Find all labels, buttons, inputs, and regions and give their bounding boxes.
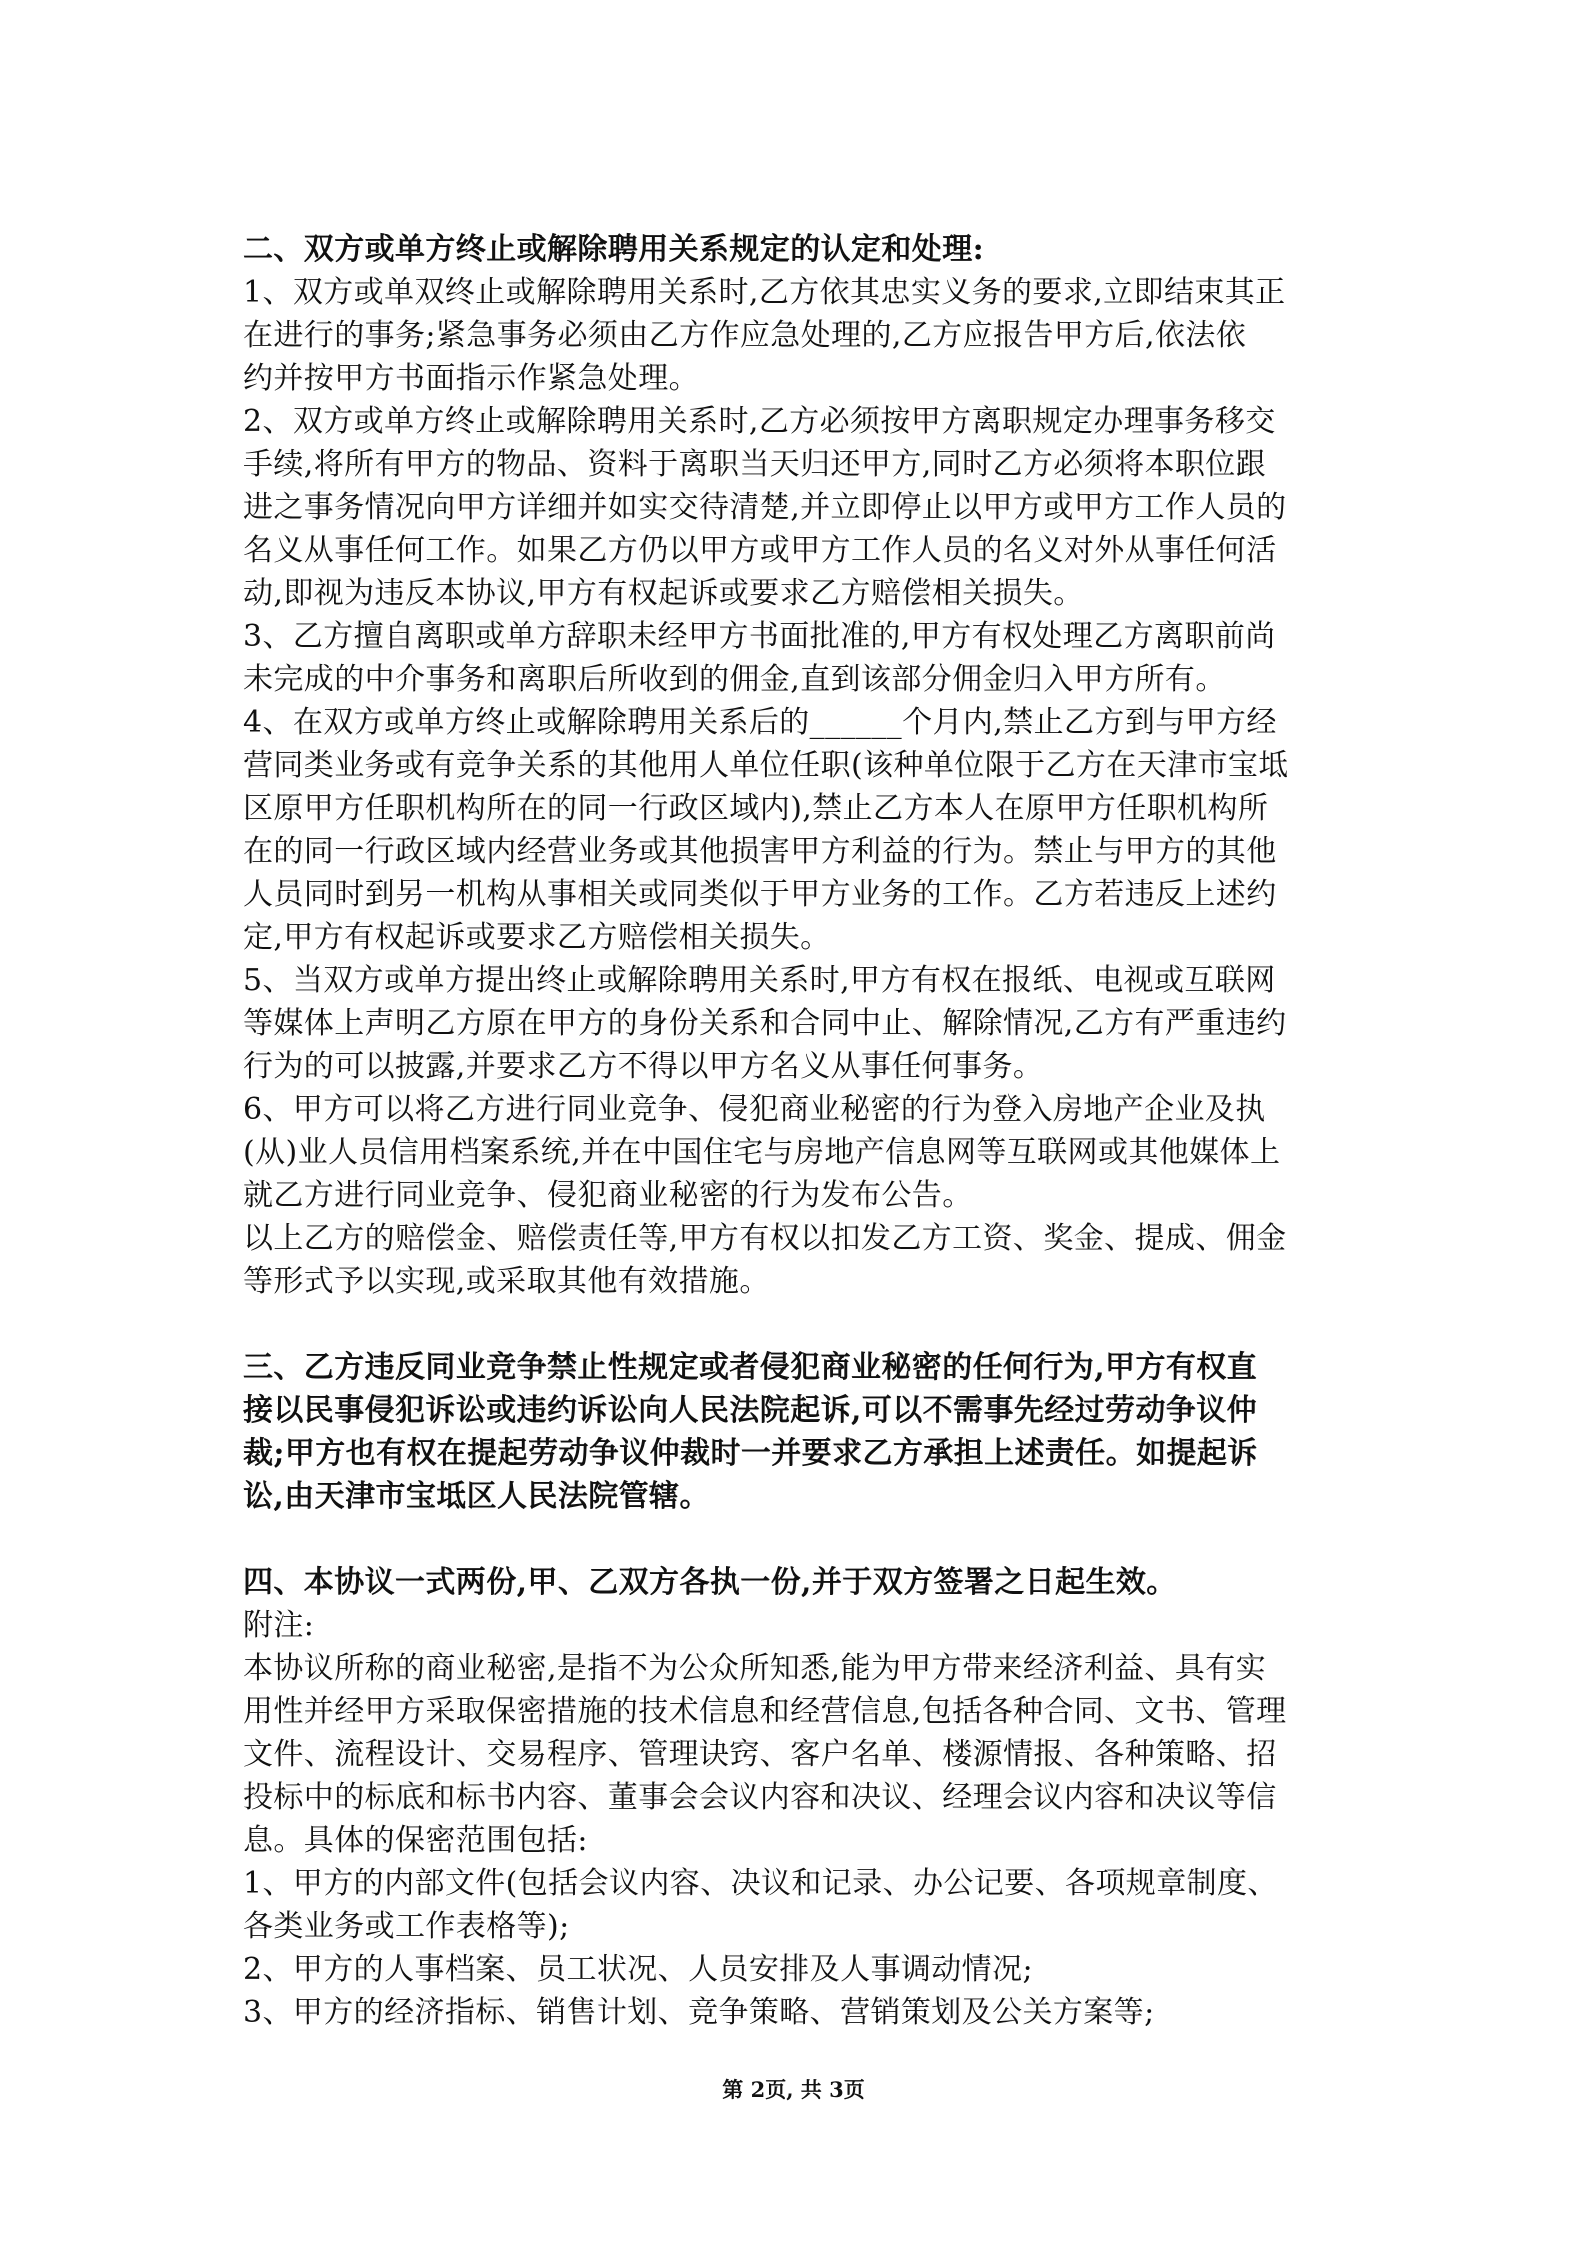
section-2-line: 以上乙方的赔偿金、赔偿责任等,甲方有权以扣发乙方工资、奖金、提成、佣金 [243,1221,1287,1256]
section-4-heading: 四、本协议一式两份,甲、乙双方各执一份,并于双方签署之日起生效。 [243,1565,1177,1600]
section-3-line: 接以民事侵犯诉讼或违约诉讼向人民法院起诉,可以不需事先经过劳动争议仲 [243,1393,1258,1428]
section-3-line: 裁;甲方也有权在提起劳动争议仲裁时一并要求乙方承担上述责任。如提起诉 [243,1436,1258,1471]
section-2-line: 行为的可以披露,并要求乙方不得以甲方名义从事任何事务。 [243,1049,1044,1084]
section-4-line: 本协议所称的商业秘密,是指不为公众所知悉,能为甲方带来经济利益、具有实 [243,1651,1267,1686]
section-2-line: 1、双方或单双终止或解除聘用关系时,乙方依其忠实义务的要求,立即结束其正 [243,275,1286,310]
section-4-line: 用性并经甲方采取保密措施的技术信息和经营信息,包括各种合同、文书、管理 [243,1694,1287,1729]
section-2-line: 约并按甲方书面指示作紧急处理。 [243,361,699,396]
section-2-line: 进之事务情况向甲方详细并如实交待清楚,并立即停止以甲方或甲方工作人员的 [243,490,1287,525]
section-4-line: 3、甲方的经济指标、销售计划、竞争策略、营销策划及公关方案等; [243,1995,1155,2030]
section-2-line: 动,即视为违反本协议,甲方有权起诉或要求乙方赔偿相关损失。 [243,576,1084,611]
paragraph-gap [243,1518,1353,1561]
section-2-line: 区原甲方任职机构所在的同一行政区域内),禁止乙方本人在原甲方任职机构所 [243,791,1269,826]
section-2-line: 2、双方或单方终止或解除聘用关系时,乙方必须按甲方离职规定办理事务移交 [243,404,1276,439]
section-4-line: 投标中的标底和标书内容、董事会会议内容和决议、经理会议内容和决议等信 [243,1780,1277,1815]
section-2-line: 5、当双方或单方提出终止或解除聘用关系时,甲方有权在报纸、电视或互联网 [243,963,1276,998]
section-2-line: 未完成的中介事务和离职后所收到的佣金,直到该部分佣金归入甲方所有。 [243,662,1226,697]
section-4-line: 文件、流程设计、交易程序、管理诀窍、客户名单、楼源情报、各种策略、招 [243,1737,1277,1772]
section-2-line: 在进行的事务;紧急事务必须由乙方作应急处理的,乙方应报告甲方后,依法依 [243,318,1247,353]
section-4-line: 1、甲方的内部文件(包括会议内容、决议和记录、办公记要、各项规章制度、 [243,1866,1278,1901]
section-4-line: 附注: [243,1608,315,1643]
section-3-line: 讼,由天津市宝坻区人民法院管辖。 [243,1479,710,1514]
section-2-heading: 二、双方或单方终止或解除聘用关系规定的认定和处理: [243,232,985,267]
document-body [243,228,1353,2034]
section-2-line: 6、甲方可以将乙方进行同业竞争、侵犯商业秘密的行为登入房地产企业及执 [243,1092,1266,1127]
paragraph-gap [243,1303,1353,1346]
section-2-line: 人员同时到另一机构从事相关或同类似于甲方业务的工作。乙方若违反上述约 [243,877,1277,912]
section-2-line: 营同类业务或有竞争关系的其他用人单位任职(该种单位限于乙方在天津市宝坻 [243,748,1289,783]
page-number: 第 2页, 共 3页 [722,2077,865,2102]
section-2-line: 4、在双方或单方终止或解除聘用关系后的______个月内,禁止乙方到与甲方经 [243,705,1277,740]
section-2-line: 手续,将所有甲方的物品、资料于离职当天归还甲方,同时乙方必须将本职位跟 [243,447,1267,482]
section-2-line: 名义从事任何工作。如果乙方仍以甲方或甲方工作人员的名义对外从事任何活 [243,533,1277,568]
section-2-line: 就乙方进行同业竞争、侵犯商业秘密的行为发布公告。 [243,1178,973,1213]
section-2-line: 定,甲方有权起诉或要求乙方赔偿相关损失。 [243,920,831,955]
section-2-line: 等媒体上声明乙方原在甲方的身份关系和合同中止、解除情况,乙方有严重违约 [243,1006,1287,1041]
section-2-line: 在的同一行政区域内经营业务或其他损害甲方利益的行为。禁止与甲方的其他 [243,834,1277,869]
section-3-line: 三、乙方违反同业竞争禁止性规定或者侵犯商业秘密的任何行为,甲方有权直 [243,1350,1258,1385]
section-4-line: 息。具体的保密范围包括: [243,1823,588,1858]
section-2-line: 等形式予以实现,或采取其他有效措施。 [243,1264,770,1299]
section-2-line: 3、乙方擅自离职或单方辞职未经甲方书面批准的,甲方有权处理乙方离职前尚 [243,619,1276,654]
section-4-line: 2、甲方的人事档案、员工状况、人员安排及人事调动情况; [243,1952,1033,1987]
section-2-line: (从)业人员信用档案系统,并在中国住宅与房地产信息网等互联网或其他媒体上 [243,1135,1281,1170]
section-4-line: 各类业务或工作表格等); [243,1909,570,1944]
